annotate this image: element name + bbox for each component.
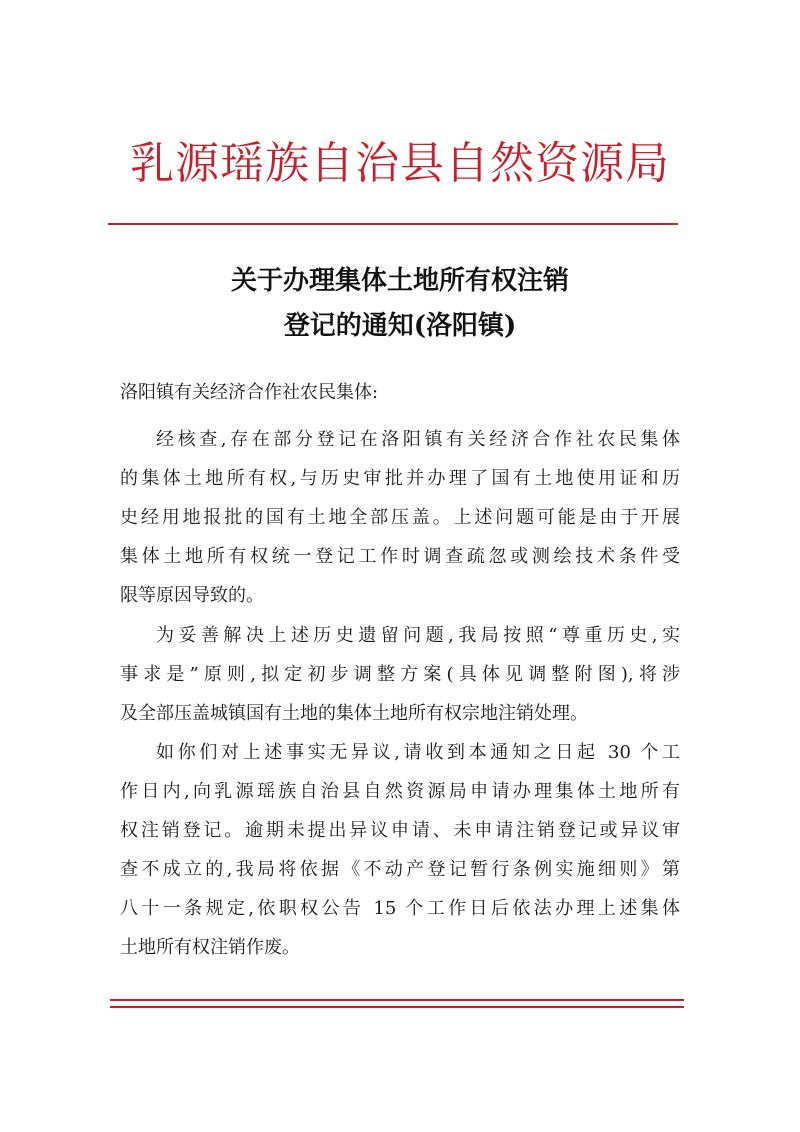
paragraph-1-line-3: 史经用地报批的国有土地全部压盖。上述问题可能是由于开展: [120, 507, 680, 528]
salutation: 洛阳镇有关经济合作社农民集体:: [120, 382, 379, 403]
paragraph-3-line-6: 土地所有权注销作废。: [120, 937, 300, 958]
paragraph-2-line-2: 事求是”原则,拟定初步调整方案(具体见调整附图),将涉: [120, 664, 680, 685]
paragraph-1-line-2: 的集体土地所有权,与历史审批并办理了国有土地使用证和历: [120, 468, 680, 489]
document-title-line-2: 登记的通知(洛阳镇): [283, 311, 517, 341]
paragraph-3-line-5: 八十一条规定,依职权公告 15 个工作日后依法办理上述集体: [120, 898, 680, 919]
paragraph-3-line-4: 查不成立的,我局将依据《不动产登记暂行条例实施细则》第: [120, 859, 680, 880]
paragraph-1-line-1: 经核查,存在部分登记在洛阳镇有关经济合作社农民集体: [156, 429, 680, 450]
paragraph-3-line-3: 权注销登记。逾期未提出异议申请、未申请注销登记或异议审: [120, 820, 680, 841]
paragraph-2-line-1: 为妥善解决上述历史遗留问题,我局按照“尊重历史,实: [156, 625, 680, 646]
paragraph-3-line-1: 如你们对上述事实无异议,请收到本通知之日起 30 个工: [156, 742, 680, 763]
paragraph-3-line-2: 作日内,向乳源瑶族自治县自然资源局申请办理集体土地所有: [120, 781, 680, 802]
paragraph-1-line-4: 集体土地所有权统一登记工作时调查疏忽或测绘技术条件受: [120, 546, 680, 567]
paragraph-2-line-3: 及全部压盖城镇国有土地的集体土地所有权宗地注销处理。: [120, 703, 588, 724]
paragraph-1-line-5: 限等原因导致的。: [120, 585, 264, 606]
footer-red-rule-upper: [110, 999, 684, 1001]
header-red-rule: [108, 223, 678, 225]
footer-red-rule-lower: [110, 1006, 684, 1008]
document-title-line-1: 关于办理集体土地所有权注销: [230, 266, 569, 296]
organization-header: 乳源瑶族自治县自然资源局: [130, 138, 670, 189]
